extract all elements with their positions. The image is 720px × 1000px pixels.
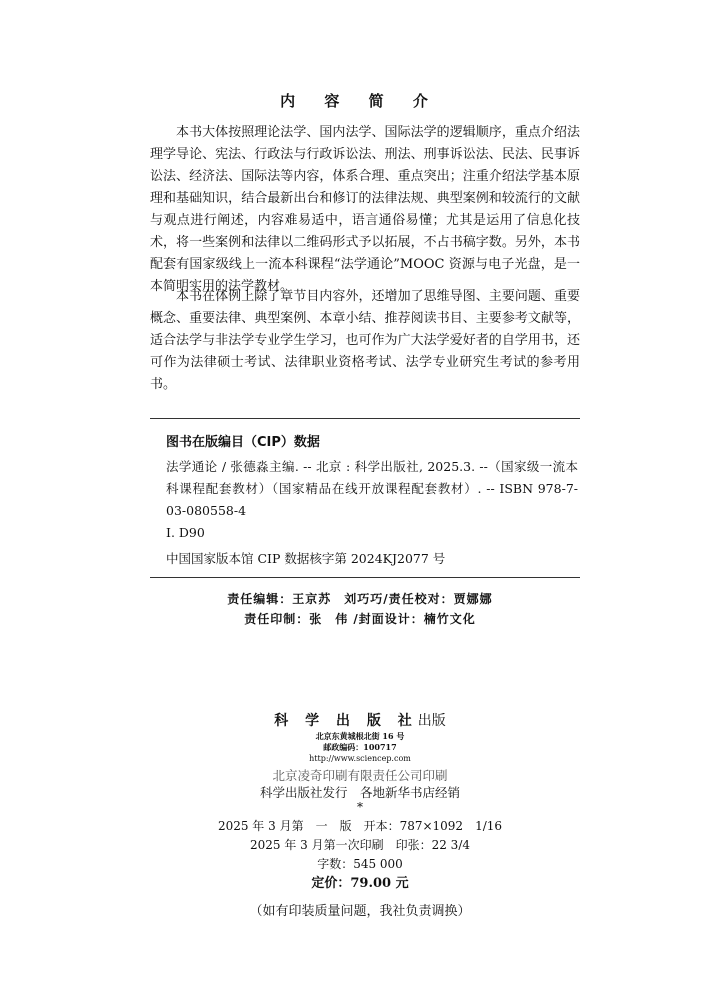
publisher-line — [0, 710, 720, 730]
separator-star: * — [357, 800, 363, 814]
divider-bottom — [150, 577, 580, 578]
intro-paragraph-1-text: 本书大体按照理论法学、国内法学、国际法学的逻辑顺序，重点介绍法理学导论、宪法、行政法与行政诉讼法、刑法、刑事诉讼法、民法、民事诉讼法、经济法、国际法等内容，体系合理、重点突出；注重介绍法学基本原理和基础知识，结合最新出台和修订的法律法规、典型案例和较流行的文献与观点进行阐述，内容难易适中，语言通俗易懂；尤其是运用了信息化技术，将一些案例和法律以二维码形式予以拓展，不占书稿字数。另外，本书配套有国家级线上一流本科课程“法学通论”MOOC 资源与电子光盘，是一本简明实用的法学教材。 — [150, 125, 580, 294]
staff-line-production: 责任印制：张 伟 /封面设计：楠竹文化 — [244, 612, 476, 626]
printer-line: 北京凌奇印刷有限责任公司印刷 — [272, 768, 448, 783]
price: 定价：79.00 元 — [311, 876, 409, 891]
word-count: 字数：545 000 — [317, 857, 403, 871]
publisher-postcode: 邮政编码：100717 — [323, 742, 397, 752]
staff-line-editors: 责任编辑：王京苏 刘巧巧/责任校对：贾娜娜 — [227, 592, 493, 606]
publisher-website: http://www.sciencep.com — [309, 754, 411, 763]
edition-line-1: 2025 年 3 月第 一 版 开本：787×1092 1/16 — [217, 819, 503, 833]
divider-top — [150, 418, 580, 419]
publisher-address: 北京东黄城根北街 16 号 — [315, 731, 405, 741]
cip-heading: 图书在版编目（CIP）数据 — [166, 435, 320, 450]
edition-line-2: 2025 年 3 月第一次印刷 印张：22 3/4 — [249, 838, 470, 852]
cip-classification: Ⅰ. D90 — [166, 525, 205, 540]
intro-paragraph-2 — [150, 286, 580, 396]
intro-paragraph-1 — [150, 122, 580, 298]
page-title: 内 容 简 介 — [280, 92, 440, 110]
cip-record-number: 中国国家版本馆 CIP 数据核字第 2024KJ2077 号 — [166, 551, 446, 566]
publisher-logo: 科 学 出 版 社 — [274, 713, 418, 729]
intro-paragraph-2-text: 本书在体例上除了章节目内容外，还增加了思维导图、主要问题、重要概念、重要法律、典型案例、本章小结、推荐阅读书目、主要参考文献等，适合法学与非法学专业学生学习，也可作为广大法学爱好者的自学用书，还可作为法律硕士考试、法律职业资格考试、法学专业研究生考试的参考用书。 — [150, 289, 580, 392]
publisher-suffix: 出版 — [417, 713, 446, 729]
distributor-line: 科学出版社发行 各地新华书店经销 — [259, 785, 460, 800]
cip-description: 法学通论 / 张德淼主编. -- 北京 : 科学出版社, 2025.3. --（国家级一流本科课程配套教材）（国家精品在线开放课程配套教材）. -- ISBN 978-7-03-080558-4 — [166, 459, 578, 518]
quality-notice: （如有印装质量问题，我社负责调换） — [249, 904, 471, 919]
